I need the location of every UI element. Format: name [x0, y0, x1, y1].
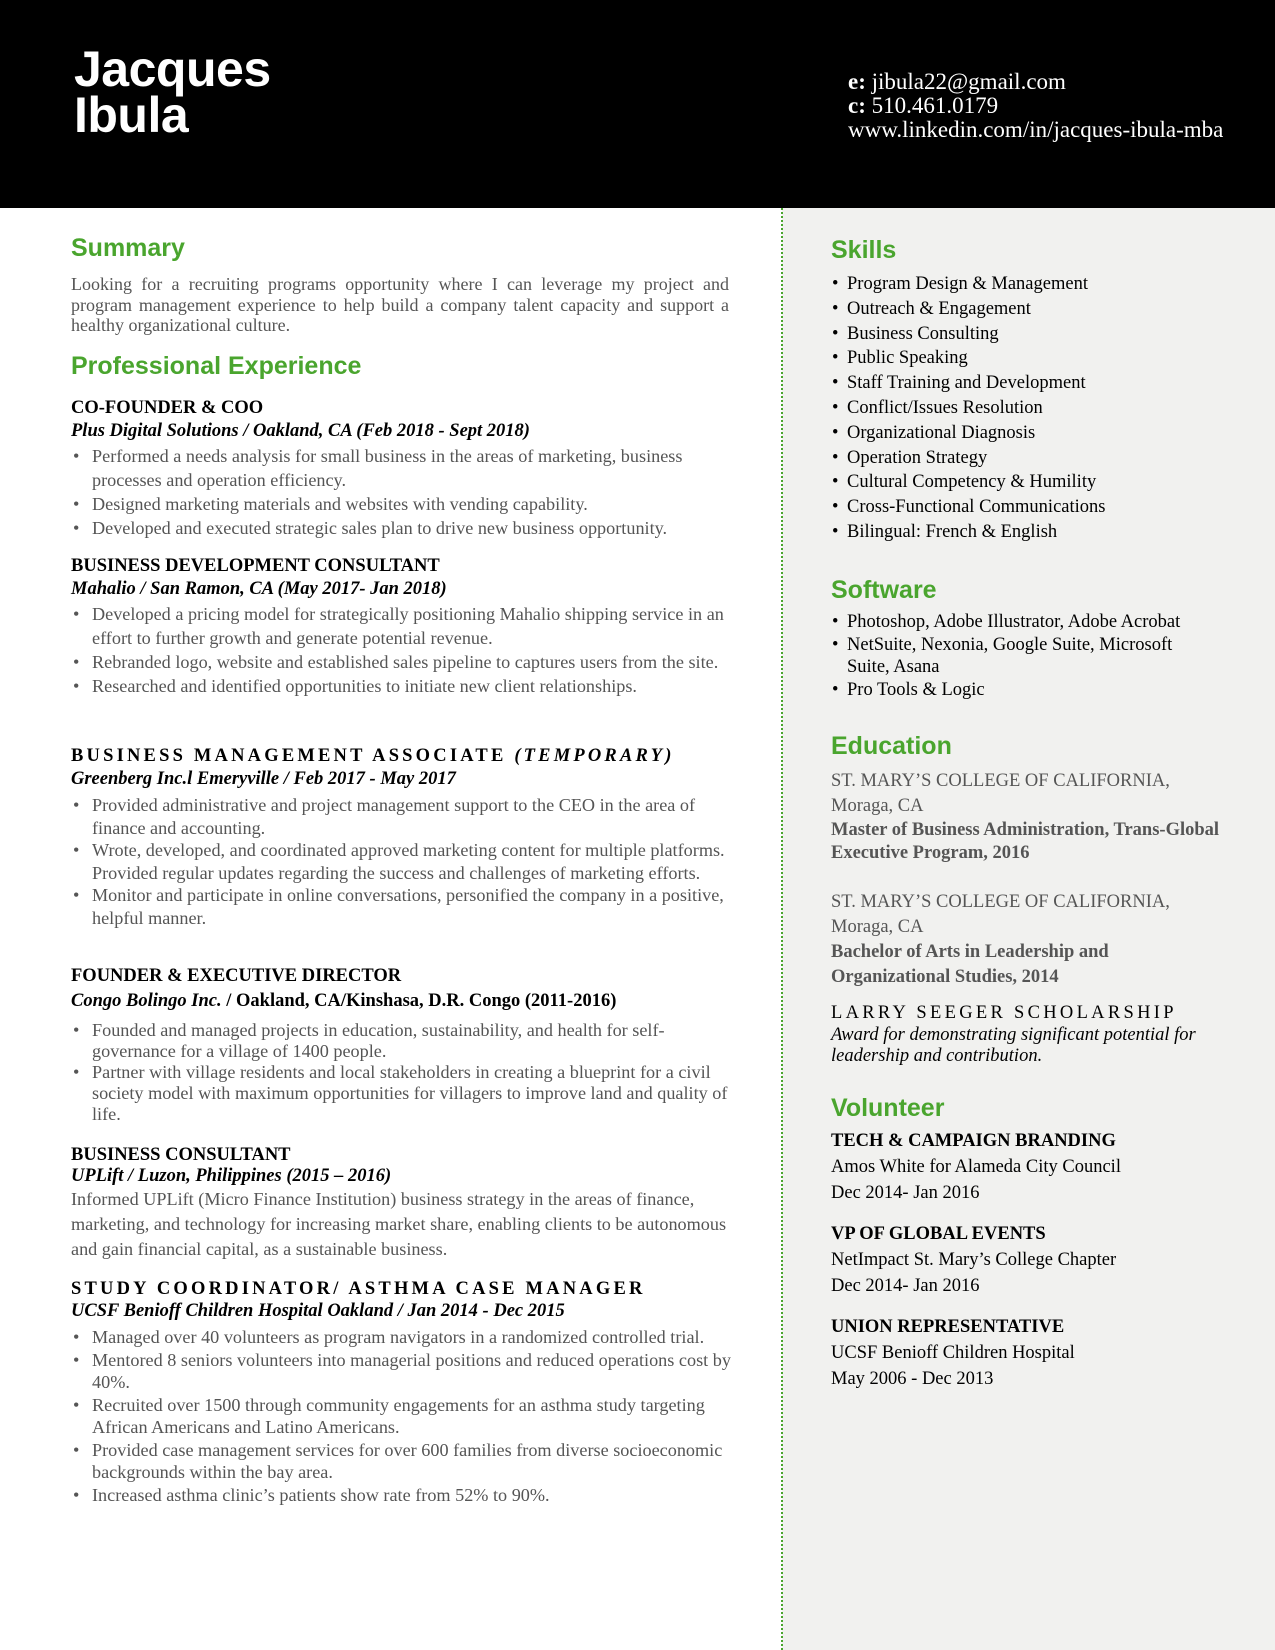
candidate-name	[74, 41, 271, 143]
job-title-line	[71, 745, 741, 768]
list-item: • Public Speaking	[831, 346, 1105, 371]
education-degree: Master of Business Administration, Trans-Global Executive Program, 2016	[831, 820, 1220, 863]
list-item: • Conflict/Issues Resolution	[831, 396, 1105, 421]
skills-list	[831, 272, 1105, 545]
summary-heading: Summary	[71, 234, 185, 262]
volunteer-heading: Volunteer	[831, 1094, 945, 1122]
volunteer-dates: Dec 2014- Jan 2016	[831, 1276, 980, 1296]
job-title: BUSINESS DEVELOPMENT CONSULTANT	[71, 556, 440, 576]
job-entry	[71, 1278, 741, 1506]
phone-number[interactable]: 510.461.0179	[871, 93, 999, 118]
job-title: CO-FOUNDER & COO	[71, 398, 264, 418]
email-address[interactable]: jibula22@gmail.com	[871, 69, 1066, 94]
job-entry	[71, 555, 741, 698]
list-item: • Developed a pricing model for strategically positioning Mahalio shipping service in an effort to further growth and generate potential revenue.	[71, 602, 741, 650]
job-organization: Congo Bolingo Inc.	[71, 991, 222, 1011]
volunteer-title: TECH & CAMPAIGN BRANDING	[831, 1131, 1116, 1151]
job-bullets	[71, 794, 741, 929]
job-title-suffix: (TEMPORARY)	[514, 746, 675, 766]
volunteer-dates: May 2006 - Dec 2013	[831, 1369, 994, 1389]
job-entry	[71, 1145, 741, 1262]
email-label: e:	[848, 69, 866, 94]
job-entry	[71, 745, 741, 929]
list-item: • Organizational Diagnosis	[831, 421, 1105, 446]
list-item: • NetSuite, Nexonia, Google Suite, Microsoft Suite, Asana	[831, 634, 1211, 679]
phone-line	[848, 94, 1223, 118]
award-title: LARRY SEEGER SCHOLARSHIP	[831, 1003, 1177, 1023]
list-item: • Wrote, developed, and coordinated approved marketing content for multiple platforms. Provided regular updates regarding the success and challenges of marketing efforts.	[71, 839, 741, 884]
list-item: • Rebranded logo, website and established sales pipeline to captures users from the site.	[71, 650, 741, 674]
job-bullets	[71, 1020, 741, 1125]
volunteer-title: UNION REPRESENTATIVE	[831, 1317, 1065, 1337]
list-item: • Provided case management services for over 600 families from diverse socioeconomic backgrounds within the bay area.	[71, 1439, 741, 1484]
education-entry	[831, 769, 1231, 864]
list-item: • Pro Tools & Logic	[831, 679, 1211, 702]
job-title: FOUNDER & EXECUTIVE DIRECTOR	[71, 966, 402, 986]
list-item: • Partner with village residents and local stakeholders in creating a blueprint for a civil society model with maximum opportunities for villagers to improve land and quality of life.	[71, 1062, 741, 1125]
experience-heading: Professional Experience	[71, 352, 362, 380]
volunteer-dates: Dec 2014- Jan 2016	[831, 1183, 980, 1203]
list-item: • Operation Strategy	[831, 446, 1105, 471]
list-item: • Recruited over 1500 through community engagements for an asthma study targeting African Americans and Latino Americans.	[71, 1394, 741, 1439]
list-item: • Business Consulting	[831, 322, 1105, 347]
linkedin-url[interactable]: www.linkedin.com/in/jacques-ibula-mba	[848, 117, 1224, 142]
software-list	[831, 611, 1211, 701]
job-organization: UPLift / Luzon, Philippines (2015 – 2016)	[71, 1166, 392, 1186]
list-item: • Outreach & Engagement	[831, 297, 1105, 322]
list-item: • Bilingual: French & English	[831, 520, 1105, 545]
list-item: • Cross-Functional Communications	[831, 495, 1105, 520]
job-title: BUSINESS MANAGEMENT ASSOCIATE	[71, 746, 507, 766]
contact-info	[848, 70, 1223, 142]
job-entry	[71, 397, 741, 540]
job-bullets	[71, 1326, 741, 1506]
list-item: • Researched and identified opportunities to initiate new client relationships.	[71, 674, 741, 698]
job-entry	[71, 965, 741, 1125]
job-description: Informed UPLift (Micro Finance Institution) business strategy in the areas of finance, marketing, and technology for increasing market share, enabling clients to be autonomous and gain financial capital, as a sustainable business.	[71, 1189, 727, 1259]
volunteer-entry	[831, 1221, 1116, 1299]
job-bullets	[71, 444, 741, 540]
list-item: • Staff Training and Development	[831, 371, 1105, 396]
education-school: ST. MARY’S COLLEGE OF CALIFORNIA, Moraga, CA	[831, 892, 1170, 937]
email-line	[848, 70, 1223, 94]
list-item: • Developed and executed strategic sales plan to drive new business opportunity.	[71, 516, 741, 540]
list-item: • Provided administrative and project management support to the CEO in the area of finance and accounting.	[71, 794, 741, 839]
education-school: ST. MARY’S COLLEGE OF CALIFORNIA, Moraga, CA	[831, 771, 1170, 816]
skills-heading: Skills	[831, 236, 897, 264]
phone-label: c:	[848, 93, 866, 118]
volunteer-entry	[831, 1128, 1121, 1206]
list-item: • Program Design & Management	[831, 272, 1105, 297]
list-item: • Mentored 8 seniors volunteers into managerial positions and reduced operations cost by 40%.	[71, 1349, 741, 1394]
education-entry	[831, 890, 1231, 989]
job-title: STUDY COORDINATOR/ ASTHMA CASE MANAGER	[71, 1279, 646, 1299]
volunteer-organization: NetImpact St. Mary’s College Chapter	[831, 1250, 1117, 1270]
summary-text: Looking for a recruiting programs opportunity where I can leverage my project and program management experience to help build a company talent capacity and support a healthy organizational culture.	[71, 274, 729, 335]
education-degree: Bachelor of Arts in Leadership and Organizational Studies, 2014	[831, 942, 1109, 987]
education-heading: Education	[831, 732, 952, 760]
volunteer-entry	[831, 1314, 1075, 1392]
volunteer-organization: UCSF Benioff Children Hospital	[831, 1343, 1075, 1363]
column-divider	[781, 208, 783, 1650]
job-location: / Oakland, CA/Kinshasa, D.R. Congo (2011-2016)	[221, 991, 617, 1011]
software-heading: Software	[831, 576, 937, 604]
list-item: • Monitor and participate in online conversations, personified the company in a positive, helpful manner.	[71, 884, 741, 929]
award-entry	[831, 1002, 1231, 1067]
list-item: • Founded and managed projects in education, sustainability, and health for self-governance for a village of 1400 people.	[71, 1020, 741, 1062]
volunteer-title: VP OF GLOBAL EVENTS	[831, 1224, 1046, 1244]
job-bullets	[71, 602, 741, 698]
job-title: BUSINESS CONSULTANT	[71, 1145, 291, 1165]
list-item: • Cultural Competency & Humility	[831, 470, 1105, 495]
list-item: • Increased asthma clinic’s patients show rate from 52% to 90%.	[71, 1484, 741, 1507]
first-name: Jacques	[74, 41, 271, 97]
job-organization: Plus Digital Solutions / Oakland, CA (Feb 2018 - Sept 2018)	[71, 421, 530, 441]
list-item: • Designed marketing materials and websites with vending capability.	[71, 492, 741, 516]
award-description: Award for demonstrating significant potential for leadership and contribution.	[831, 1025, 1196, 1066]
job-organization: Mahalio / San Ramon, CA (May 2017- Jan 2018)	[71, 579, 447, 599]
header-bar	[0, 0, 1275, 208]
job-organization: Greenberg Inc.l Emeryville / Feb 2017 - May 2017	[71, 769, 456, 789]
list-item: • Managed over 40 volunteers as program navigators in a randomized controlled trial.	[71, 1326, 741, 1349]
job-organization: UCSF Benioff Children Hospital Oakland / Jan 2014 - Dec 2015	[71, 1301, 565, 1321]
job-organization-line	[71, 990, 741, 1013]
list-item: • Photoshop, Adobe Illustrator, Adobe Acrobat	[831, 611, 1211, 634]
list-item: • Performed a needs analysis for small business in the areas of marketing, business processes and operation efficiency.	[71, 444, 741, 492]
last-name: Ibula	[74, 87, 189, 143]
volunteer-organization: Amos White for Alameda City Council	[831, 1157, 1121, 1177]
